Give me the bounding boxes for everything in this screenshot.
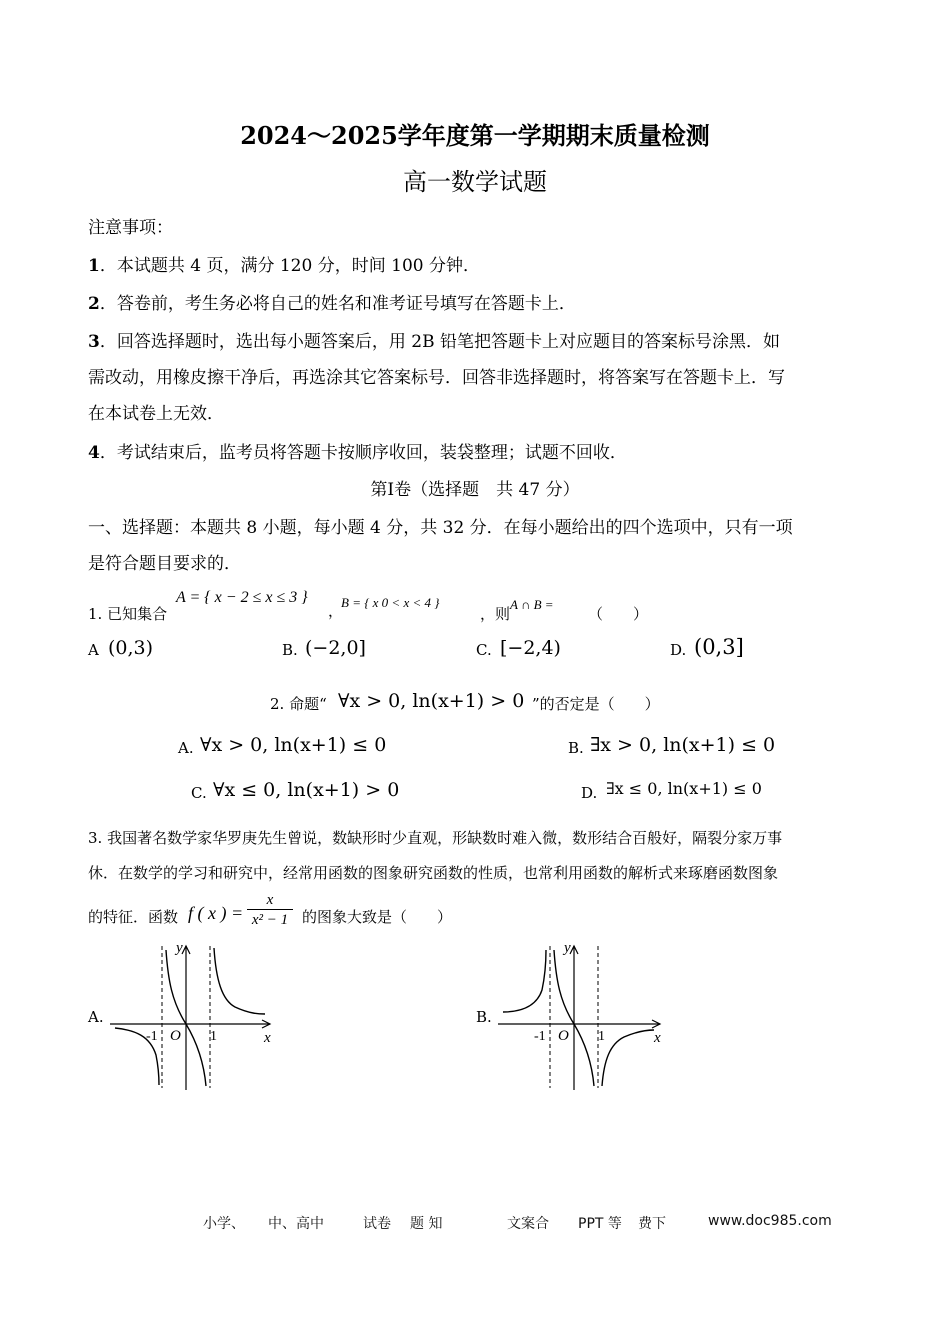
q1-set-b: B = { x 0 < x < 4 }	[341, 595, 440, 610]
q1-answer-paren: （ ）	[588, 605, 649, 623]
note-3-text-line2: 需改动，用橡皮擦干净后，再选涂其它答案标号．回答非选择题时，将答案写在答题卡上．写	[88, 368, 785, 388]
graph-a-1-label: 1	[210, 1029, 217, 1044]
footer-text-6: PPT 等	[578, 1216, 622, 1232]
q3-graph-b	[498, 940, 678, 1090]
q2-option-d-label: D.	[581, 784, 598, 802]
note-1-text: ．本试题共 4 页，满分 120 分，时间 100 分钟．	[99, 256, 480, 276]
graph-b-curve-left	[503, 950, 546, 1012]
footer-text-5: 文案合	[507, 1216, 549, 1232]
q3-line1: 3. 我国著名数学家华罗庚先生曾说，数缺形时少直观，形缺数时难入微，数形结合百般好，隔裂分家万事	[88, 829, 783, 847]
exam-title: 2024～2025学年度第一学期期末质量检测	[240, 121, 710, 150]
graph-b-curves	[503, 950, 654, 1086]
graph-a-neg1-label: -1	[146, 1029, 158, 1044]
footer-website-link[interactable]: www.doc985.com	[708, 1213, 832, 1229]
q3-function-lhs: f ( x ) =	[188, 903, 244, 923]
graph-a-axes	[110, 946, 270, 1090]
note-1	[88, 251, 480, 276]
note-3	[88, 327, 780, 352]
footer-text-3: 试卷	[363, 1216, 391, 1232]
q2-stem-math: ∀x > 0, ln(x+1) > 0	[338, 690, 525, 712]
q2-option-c-label: C.	[191, 784, 207, 802]
note-4-text: ．考试结束后，监考员将答题卡按顺序收回，装袋整理；试题不回收．	[99, 443, 627, 463]
q3-fraction-numerator: x	[266, 892, 274, 908]
note-4	[88, 438, 627, 463]
graph-b-1-label: 1	[598, 1029, 605, 1044]
note-2	[88, 289, 576, 314]
section-intro-line2: 是符合题目要求的．	[88, 554, 241, 574]
q3-option-a-label: A.	[88, 1008, 104, 1026]
q1-option-d: (0,3]	[694, 635, 744, 659]
graph-b-x-label: x	[654, 1030, 661, 1046]
exam-subtitle: 高一数学试题	[403, 168, 547, 196]
note-4-number: 4	[88, 443, 100, 463]
q2-option-d: ∃x ≤ 0, ln(x+1) ≤ 0	[606, 779, 762, 798]
graph-a-y-label: y	[176, 940, 183, 956]
note-2-number: 2	[88, 294, 100, 314]
q3-line3-prefix: 的特征．函数	[88, 908, 179, 926]
graph-a-x-label: x	[264, 1030, 271, 1046]
q2-option-a-label: A.	[178, 739, 194, 757]
notes-heading: 注意事项：	[88, 218, 173, 238]
note-2-text: ．答卷前，考生务必将自己的姓名和准考证号填写在答题卡上．	[99, 294, 576, 314]
q1-option-d-label: D.	[670, 641, 687, 659]
q1-then: ，则	[480, 605, 511, 623]
q2-option-b: ∃x > 0, ln(x+1) ≤ 0	[590, 734, 776, 756]
graph-a-curve-right	[214, 948, 265, 1014]
q3-line2: 休．在数学的学习和研究中，经常用函数的图象研究函数的性质，也常利用函数的解析式来琢磨函数图象	[88, 864, 779, 882]
q2-option-c: ∀x ≤ 0, ln(x+1) > 0	[213, 779, 400, 801]
q2-option-a: ∀x > 0, ln(x+1) ≤ 0	[200, 734, 387, 756]
footer-text-1: 小学、	[203, 1216, 245, 1232]
q2-stem-suffix: ”的否定是（ ）	[532, 695, 660, 713]
q1-expression: A ∩ B =	[510, 597, 554, 612]
q2-stem-prefix: 2. 命题“	[270, 695, 327, 713]
graph-b-axes	[498, 946, 660, 1090]
q1-option-b: (−2,0]	[305, 637, 366, 659]
q3-fraction-denominator: x² − 1	[247, 909, 293, 930]
graph-b-y-label: y	[564, 940, 571, 956]
graph-a-curves	[115, 948, 265, 1086]
q2-option-b-label: B.	[568, 739, 584, 757]
q1-option-c-label: C.	[476, 641, 492, 659]
q3-option-b-label: B.	[476, 1008, 492, 1026]
note-1-number: 1	[88, 256, 100, 276]
graph-b-neg1-label: -1	[534, 1029, 546, 1044]
section-intro-line1: 一、选择题：本题共 8 小题，每小题 4 分，共 32 分．在每小题给出的四个选项中，只有一项	[88, 518, 793, 538]
q3-graph-a	[110, 940, 300, 1090]
q1-set-a: A = { x − 2 ≤ x ≤ 3 }	[176, 589, 308, 606]
note-3-text-line1: ．回答选择题时，选出每小题答案后，用 2B 铅笔把答题卡上对应题目的答案标号涂黑．如	[99, 332, 780, 352]
q1-stem-prefix: 1. 已知集合	[88, 605, 168, 623]
footer-text-4: 题 知	[410, 1216, 443, 1232]
q1-option-c: [−2,4)	[500, 637, 561, 659]
q3-fraction	[247, 891, 293, 930]
q1-comma: ，	[328, 602, 344, 620]
graph-b-origin-label: O	[558, 1028, 569, 1044]
graph-b-curve-right	[602, 1030, 654, 1086]
footer-text-7: 费下	[638, 1216, 666, 1232]
q3-line3-suffix: 的图象大致是（ ）	[302, 908, 453, 926]
section-heading: 第Ⅰ卷（选择题 共 47 分）	[370, 480, 580, 500]
q1-option-a: (0,3)	[108, 637, 154, 659]
note-3-number: 3	[88, 332, 100, 352]
q1-option-a-label: A	[88, 641, 99, 659]
graph-a-origin-label: O	[170, 1028, 181, 1044]
q1-option-b-label: B.	[282, 641, 298, 659]
note-3-text-line3: 在本试卷上无效．	[88, 404, 224, 424]
footer-text-2: 中、高中	[268, 1216, 324, 1232]
